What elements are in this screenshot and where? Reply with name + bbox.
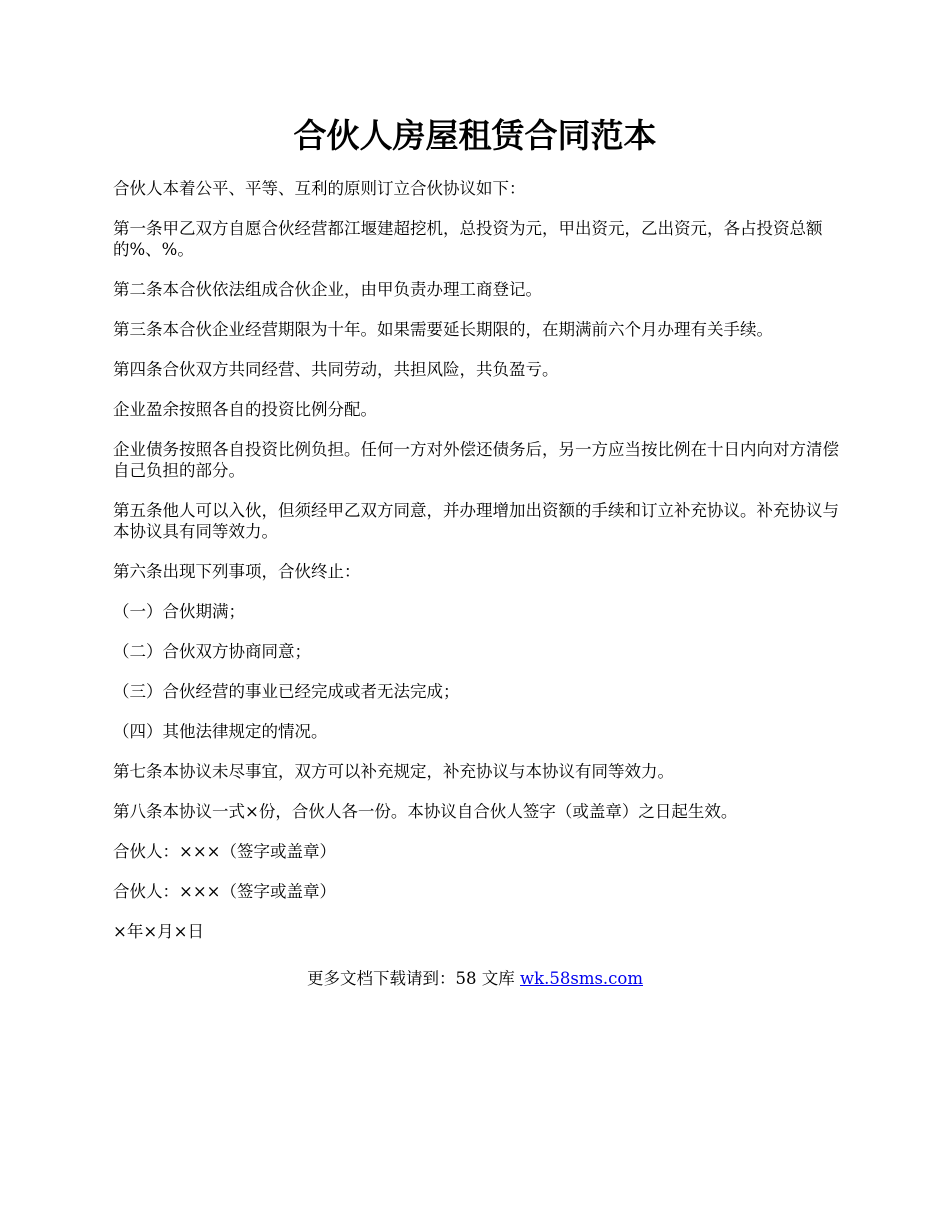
- paragraph: 第一条甲乙双方自愿合伙经营都江堰建超挖机，总投资为元，甲出资元，乙出资元，各占投资总额的%、%。: [113, 219, 823, 259]
- footer-link[interactable]: wk.58sms.com: [519, 969, 643, 988]
- paragraph: 第三条本合伙企业经营期限为十年。如果需要延长期限的，在期满前六个月办理有关手续。: [113, 320, 773, 339]
- paragraph: 第四条合伙双方共同经营、共同劳动，共担风险，共负盈亏。: [113, 360, 559, 379]
- paragraph: 第六条出现下列事项，合伙终止：: [113, 562, 361, 581]
- paragraph: 第五条他人可以入伙，但须经甲乙双方同意，并办理增加出资额的手续和订立补充协议。补充协议与本协议具有同等效力。: [113, 501, 839, 541]
- signature-line: 合伙人：×××（签字或盖章）: [113, 842, 336, 861]
- paragraph: 企业盈余按照各自的投资比例分配。: [113, 400, 377, 419]
- paragraph: 第七条本协议未尽事宜，双方可以补充规定，补充协议与本协议有同等效力。: [113, 762, 674, 781]
- paragraph: 第八条本协议一式×份，合伙人各一份。本协议自合伙人签字（或盖章）之日起生效。: [113, 802, 738, 821]
- footer-text: 更多文档下载请到：58 文库: [306, 969, 520, 988]
- list-item: （二）合伙双方协商同意；: [113, 642, 311, 661]
- signature-line: 合伙人：×××（签字或盖章）: [113, 882, 336, 901]
- paragraph: 合伙人本着公平、平等、互利的原则订立合伙协议如下：: [113, 179, 526, 198]
- list-item: （四）其他法律规定的情况。: [113, 722, 328, 741]
- document-body: [113, 178, 853, 961]
- list-item: （一）合伙期满；: [113, 602, 245, 621]
- download-footer: [0, 967, 950, 991]
- date-line: ×年×月×日: [113, 922, 204, 941]
- paragraph: 企业债务按照各自投资比例负担。任何一方对外偿还债务后，另一方应当按比例在十日内向对方清偿自己负担的部分。: [113, 440, 839, 480]
- list-item: （三）合伙经营的事业已经完成或者无法完成；: [113, 682, 460, 701]
- paragraph: 第二条本合伙依法组成合伙企业，由甲负责办理工商登记。: [113, 280, 542, 299]
- document-title: 合伙人房屋租赁合同范本: [293, 116, 657, 155]
